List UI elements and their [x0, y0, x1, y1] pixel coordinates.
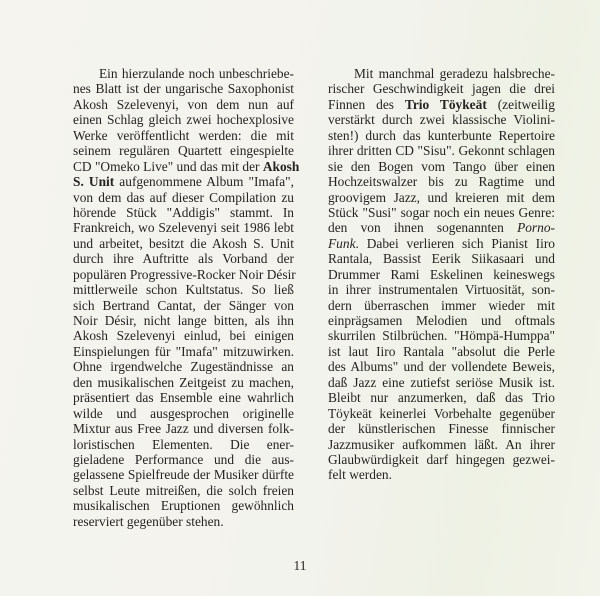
text-line: [73, 467, 294, 482]
text-line: [328, 406, 555, 421]
text-line: [328, 251, 555, 266]
text-line: [328, 159, 555, 174]
text-segment: gieladene Performance und die aus-: [73, 451, 294, 467]
text-line: [328, 359, 555, 374]
text-segment: einprägsamen Melodien und oftmals: [328, 313, 555, 328]
text-segment: Mixtur aus Free Jazz und diversen folk-: [73, 421, 294, 437]
text-segment: ihrer dritten CD "Sisu". Gekonnt schlagen: [328, 143, 555, 159]
text-segment: CD "Omeko Live" und das mit der: [73, 158, 263, 174]
text-segment: groovigem Jazz, und kreieren mit dem: [328, 189, 555, 205]
text-segment: Hochzeitswalzer bis zu Ragtime und: [328, 174, 555, 190]
text-line: [328, 205, 555, 220]
text-line: [73, 205, 294, 220]
text-segment: musikalischen Eruptionen gewöhnlich: [73, 498, 294, 514]
bold-text: Akosh: [262, 158, 300, 174]
text-line: [328, 375, 555, 390]
text-line: [328, 174, 555, 189]
text-line: [73, 406, 294, 421]
text-line: [328, 81, 555, 96]
text-segment: durch ihre Auftritte als Vorband der: [73, 251, 294, 267]
text-line: [73, 390, 294, 405]
text-line: [73, 344, 294, 359]
text-line: [328, 313, 555, 328]
text-segment: Drummer Rami Eskelinen keineswegs: [328, 266, 555, 282]
text-line: [73, 128, 294, 143]
text-line: [73, 328, 294, 343]
text-segment: aufgenommene Album "Imafa",: [114, 174, 294, 190]
text-segment: Ohne irgendwelche Zugeständnisse an: [73, 359, 294, 375]
text-segment: rischer Geschwindigkeit jagen die drei: [328, 81, 555, 97]
text-segment: populären Progressive-Rocker Noir Désir: [73, 266, 296, 282]
text-segment: Finnen des: [328, 96, 405, 112]
text-segment: des Albums" und der vollendete Beweis,: [328, 359, 555, 375]
text-segment: Ein hierzulande noch unbeschriebe-: [99, 66, 294, 81]
text-line: [328, 452, 555, 467]
text-line: [73, 375, 294, 390]
text-line: [73, 267, 294, 282]
text-segment: den musikalischen Zeitgeist zu machen,: [73, 374, 294, 390]
text-line: [328, 328, 555, 343]
text-line: [73, 190, 294, 205]
italic-text: Porno-: [517, 220, 555, 236]
text-segment: dern überraschen immer wieder mit: [328, 297, 555, 313]
text-line: [328, 437, 555, 452]
text-segment: Mit manchmal geradezu halsbreche-: [354, 66, 555, 81]
text-segment: Noir Désir, nicht lange bitten, als ihn: [73, 313, 294, 328]
text-segment: wilde und ausgesprochen originelle: [73, 405, 294, 421]
text-line: [328, 467, 555, 482]
text-line: [328, 390, 555, 405]
text-segment: Akosh Szelevenyi einlud, bei einigen: [73, 328, 294, 344]
page-number: 11: [293, 558, 307, 573]
text-segment: (zeitweilig: [486, 96, 555, 112]
text-segment: hörende Stück "Addigis" stammt. In: [73, 204, 294, 220]
text-line: [73, 220, 294, 235]
text-segment: Akosh Szelevenyi, von dem nun auf: [73, 96, 294, 112]
text-segment: Werke veröffentlicht werden: die mit: [73, 127, 294, 143]
text-segment: Einspielungen für "Imafa" mitzuwirken.: [73, 343, 294, 359]
text-line: [73, 498, 294, 513]
text-segment: daß Jazz eine zutiefst seriöse Musik ist.: [328, 374, 555, 390]
text-segment: Frankreich, wo Szelevenyi seit 1986 lebt: [73, 220, 294, 236]
text-segment: reserviert gegenüber stehen.: [73, 513, 224, 529]
text-line: [328, 421, 555, 436]
text-segment: in ihrer instrumentalen Virtuosität, son-: [328, 282, 555, 298]
text-line: [328, 128, 555, 143]
text-line: [73, 514, 294, 529]
text-segment: nes Blatt ist der ungarische Saxophonist: [73, 81, 294, 97]
text-line: [73, 174, 294, 189]
text-segment: und arbeitet, besitzt die Akosh S. Unit: [73, 235, 294, 251]
text-line: [73, 66, 294, 81]
text-line: [328, 66, 555, 81]
text-line: [73, 298, 294, 313]
text-segment: präsentiert das Ensemble eine wahrlich: [73, 390, 294, 406]
text-segment: Glaubwürdigkeit darf hingegen gezwei-: [328, 451, 555, 467]
italic-text: Funk: [328, 235, 356, 251]
text-line: [73, 81, 294, 96]
text-segment: skurrilen Stilbrüchen. "Hömpä-Humppa": [328, 328, 555, 344]
text-segment: sten!) durch das kunterbunte Repertoire: [328, 127, 555, 143]
text-line: [328, 267, 555, 282]
text-line: [73, 251, 294, 266]
text-segment: der künstlerischen Finesse finnischer: [328, 421, 555, 437]
text-segment: ist laut Iiro Rantala "absolut die Perle: [328, 343, 555, 359]
text-segment: einen Schlag gleich zwei hochexplosive: [73, 112, 294, 128]
text-segment: Rantala, Bassist Eerik Siikasaari und: [328, 251, 555, 267]
text-line: [328, 112, 555, 127]
text-segment: seinem regulären Quartett eingespielte: [73, 143, 294, 159]
text-segment: sie den Bogen vom Tango über einen: [328, 158, 555, 174]
bold-text: Trio Töykeät: [404, 96, 487, 112]
text-line: [73, 282, 294, 297]
text-segment: sich Bertrand Cantat, der Sänger von: [73, 297, 294, 313]
text-segment: Stück "Susi" sogar noch ein neues Genre:: [328, 204, 555, 220]
text-line: [73, 112, 294, 127]
text-line: [73, 313, 294, 328]
text-line: [73, 359, 294, 374]
text-segment: Jazzmusiker aufkommen läßt. An ihrer: [328, 436, 555, 452]
text-segment: . Dabei verlieren sich Pianist Iiro: [355, 235, 555, 251]
text-line: [73, 158, 300, 174]
left-column-text: [73, 66, 300, 529]
text-line: [73, 483, 294, 498]
text-line: [73, 143, 294, 158]
text-segment: den von ihnen sogenannten: [328, 220, 518, 236]
text-segment: selbst Leute mitreißen, die solch freien: [73, 482, 294, 498]
text-segment: Töykeät keinerlei Vorbehalte gegenüber: [328, 405, 555, 421]
text-line: [328, 282, 555, 297]
text-line: [73, 97, 294, 112]
bold-text: S. Unit: [73, 174, 115, 190]
text-segment: verstärkt durch zwei klassische Violini-: [328, 112, 555, 128]
text-segment: gelassene Spielfreude der Musiker dürfte: [73, 467, 294, 483]
text-line: [328, 190, 555, 205]
text-line: [328, 143, 555, 158]
text-line: [328, 97, 555, 112]
text-segment: loristischen Elementen. Die ener-: [73, 436, 294, 452]
text-line: [328, 236, 555, 251]
text-segment: felt werden.: [328, 467, 392, 483]
text-line: [73, 421, 294, 436]
text-line: [73, 452, 294, 467]
text-segment: von dem das auf dieser Compilation zu: [73, 189, 294, 205]
right-column-text: [328, 66, 555, 483]
text-line: [328, 298, 555, 313]
text-segment: mittlerweile schon Kultstatus. So ließ: [73, 282, 294, 298]
text-segment: Bleibt nur anzumerken, daß das Trio: [328, 390, 555, 406]
text-line: [73, 437, 294, 452]
text-line: [328, 220, 555, 235]
text-line: [328, 344, 555, 359]
text-line: [73, 236, 294, 251]
